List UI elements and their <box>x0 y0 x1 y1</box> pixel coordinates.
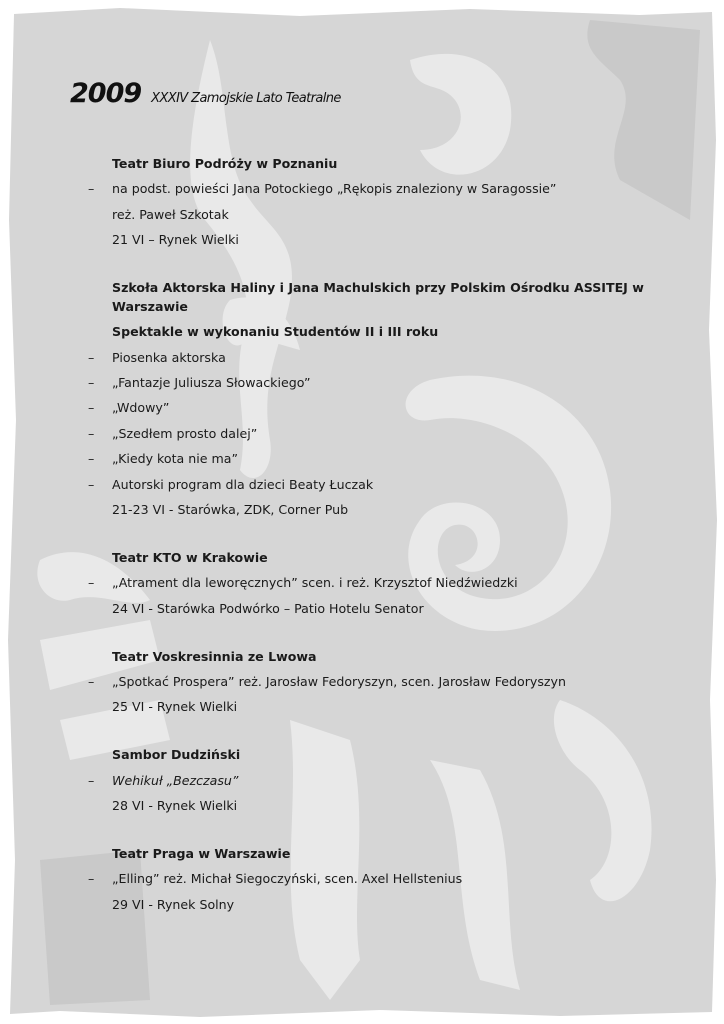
item-date: 25 VI - Rynek Wielki <box>112 699 238 715</box>
list-item <box>88 866 648 891</box>
item-date: 24 VI - Starówka Podwórko – Patio Hotelu Senator <box>112 600 424 616</box>
item-text: Piosenka aktorska <box>112 349 226 365</box>
section-subtitle: Spektakle w wykonaniu Studentów II i III roku <box>112 324 439 340</box>
item-date: 29 VI - Rynek Solny <box>112 896 235 912</box>
festival-year: 2009 <box>70 78 142 109</box>
dash-bullet: – <box>88 674 95 689</box>
list-item <box>88 370 648 395</box>
dash-bullet: – <box>88 425 95 441</box>
dash-bullet: – <box>88 575 95 591</box>
item-text: „Fantazje Juliusza Słowackiego” <box>112 374 311 390</box>
dash-bullet: – <box>88 451 95 467</box>
festival-name: XXXIV Zamojskie Lato Teatralne <box>151 91 341 106</box>
item-text: Wehikuł „Bezczasu” <box>112 772 239 788</box>
program-list <box>88 151 648 940</box>
dash-bullet: – <box>88 400 95 416</box>
dash-bullet: – <box>88 772 95 788</box>
item-text: Autorski program dla dzieci Beaty Łuczak <box>112 476 374 492</box>
item-text: na podst. powieści Jana Potockiego „Rękopis znaleziony w Saragossie” <box>112 181 557 197</box>
dash-bullet: – <box>88 181 95 197</box>
list-item <box>88 446 648 471</box>
list-item <box>88 395 648 420</box>
list-item <box>88 472 648 497</box>
item-text: „Szedłem prosto dalej” <box>112 425 258 441</box>
program-section <box>88 151 648 253</box>
dash-bullet: – <box>88 871 95 887</box>
item-text: „Wdowy” <box>112 400 170 416</box>
program-section <box>88 275 648 522</box>
section-title: Szkoła Aktorska Haliny i Jana Machulskich przy Polskim Ośrodku ASSITEJ w Warszawie <box>112 280 644 315</box>
dash-bullet: – <box>88 374 95 390</box>
item-detail: reż. Paweł Szkotak <box>112 206 229 222</box>
item-text: „Atrament dla leworęcznych” scen. i reż. Krzysztof Niedźwiedzki <box>112 575 518 591</box>
dash-bullet: – <box>88 476 95 492</box>
list-item <box>88 669 648 694</box>
program-section <box>88 841 648 917</box>
section-title: Teatr KTO w Krakowie <box>112 549 268 565</box>
section-title: Teatr Biuro Podróży w Poznaniu <box>112 156 338 171</box>
list-item <box>88 421 648 446</box>
page-header <box>70 78 341 114</box>
list-item <box>88 570 648 595</box>
item-date: 21-23 VI - Starówka, ZDK, Corner Pub <box>112 501 349 517</box>
section-title: Teatr Voskresinnia ze Lwowa <box>112 648 317 664</box>
section-title: Sambor Dudziński <box>112 747 241 763</box>
item-text: „Kiedy kota nie ma” <box>112 451 238 467</box>
program-section <box>88 644 648 720</box>
program-section <box>88 742 648 818</box>
dash-bullet: – <box>88 349 95 365</box>
program-section <box>88 545 648 621</box>
item-date: 21 VI – Rynek Wielki <box>112 232 239 248</box>
item-text: „Elling” reż. Michał Siegoczyński, scen. Axel Hellstenius <box>112 871 463 887</box>
item-date: 28 VI - Rynek Wielki <box>112 798 238 814</box>
list-item <box>88 768 648 793</box>
list-item <box>88 345 648 370</box>
section-title: Teatr Praga w Warszawie <box>112 846 291 862</box>
item-text: „Spotkać Prospera” reż. Jarosław Fedoryszyn, scen. Jarosław Fedoryszyn <box>112 674 566 689</box>
list-item <box>88 176 648 201</box>
